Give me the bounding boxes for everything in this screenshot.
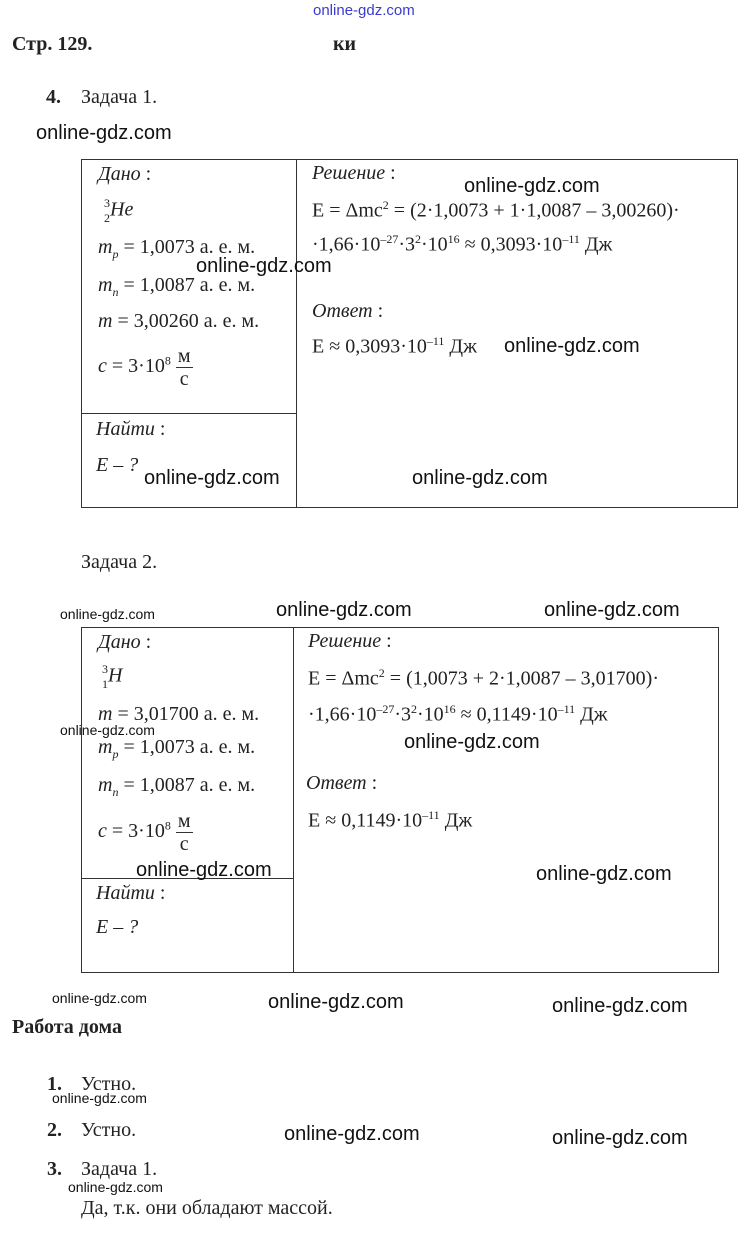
task1-title: Задача 1.	[81, 86, 158, 108]
list-item-number: 3.	[47, 1158, 62, 1180]
solution-equation-line1: E = Δmc$^2$ = (2·1,0073 + 1·1,0087 – 3,00260)·	[312, 198, 680, 222]
nucleus-mass: m = 3,01700 а. е. м.	[98, 703, 260, 725]
watermark: online-gdz.com	[404, 731, 540, 753]
task2-title: Задача 2.	[81, 551, 158, 573]
find-label: Найти :	[96, 418, 166, 440]
watermark: online-gdz.com	[268, 991, 404, 1013]
given-label: Дано :	[98, 631, 152, 653]
watermark: online-gdz.com	[552, 995, 688, 1017]
watermark: online-gdz.com	[60, 722, 155, 738]
solution-equation-line2: $\cdot 1,66\cdot 10^{-27}\cdot 3^2\cdot 10^{16} \approx 0,3093\cdot 10^{-11}$ Дж	[312, 232, 613, 256]
watermark: online-gdz.com	[196, 255, 332, 277]
watermark: online-gdz.com	[552, 1127, 688, 1149]
solution-label: Решение :	[312, 162, 396, 184]
list-item-text: Задача 1.	[81, 1158, 158, 1180]
watermark: online-gdz.com	[60, 606, 155, 622]
answer-text: Да, т.к. они обладают массой.	[81, 1197, 333, 1219]
section-heading: Работа дома	[12, 1016, 122, 1038]
page-title-fragment: ки	[333, 33, 357, 55]
isotope-tritium: 3 1 H	[102, 662, 123, 691]
given-label: Дано :	[98, 163, 152, 185]
neutron-mass: $m_n = 1,0087$ а. е. м.	[98, 774, 256, 799]
watermark: online-gdz.com	[144, 467, 280, 489]
page-number: Стр. 129.	[12, 33, 93, 55]
list-item-text: Устно.	[81, 1073, 137, 1095]
solution-equation-line1: E = Δmc$^2$ = (1,0073 + 2·1,0087 – 3,01700)·	[308, 666, 659, 690]
isotope-helium: 3 2 He	[104, 196, 134, 225]
watermark: online-gdz.com	[276, 599, 412, 621]
list-item-number: 1.	[47, 1073, 62, 1095]
watermark: online-gdz.com	[52, 1090, 147, 1106]
watermark: online-gdz.com	[36, 122, 172, 144]
answer-label: Ответ :	[312, 300, 384, 322]
speed-of-light: $c = 3\cdot 10^8$ $\frac{м}{с}$	[98, 345, 191, 390]
watermark: online-gdz.com	[412, 467, 548, 489]
solution-label: Решение :	[308, 630, 392, 652]
proton-mass: $m_p = 1,0073$ а. е. м.	[98, 736, 256, 761]
watermark: online-gdz.com	[52, 990, 147, 1006]
answer-value: $E \approx 0,3093\cdot 10^{-11}$ Дж	[312, 334, 477, 358]
watermark: online-gdz.com	[544, 599, 680, 621]
nucleus-mass: m = 3,00260 а. е. м.	[98, 310, 260, 332]
find-value: E – ?	[96, 454, 139, 476]
watermark: online-gdz.com	[536, 863, 672, 885]
list-item-number: 2.	[47, 1119, 62, 1141]
watermark: online-gdz.com	[136, 859, 272, 881]
proton-mass: $m_p = 1,0073$ а. е. м.	[98, 236, 256, 261]
solution-equation-line2: $\cdot 1,66\cdot 10^{-27}\cdot 3^2\cdot 10^{16} \approx 0,1149\cdot 10^{-11}$ Дж	[308, 702, 608, 726]
speed-of-light: $c = 3\cdot 10^8$ $\frac{м}{с}$	[98, 810, 191, 855]
watermark: online-gdz.com	[504, 335, 640, 357]
watermark: online-gdz.com	[313, 2, 415, 19]
answer-label: Ответ :	[306, 772, 378, 794]
list-item-text: Устно.	[81, 1119, 137, 1141]
watermark: online-gdz.com	[284, 1123, 420, 1145]
answer-value: $E \approx 0,1149\cdot 10^{-11}$ Дж	[308, 808, 473, 832]
find-label: Найти :	[96, 882, 166, 904]
neutron-mass: $m_n = 1,0087$ а. е. м.	[98, 274, 256, 299]
task-number: 4.	[46, 86, 61, 108]
find-value: E – ?	[96, 916, 139, 938]
watermark: online-gdz.com	[68, 1179, 163, 1195]
watermark: online-gdz.com	[464, 175, 600, 197]
